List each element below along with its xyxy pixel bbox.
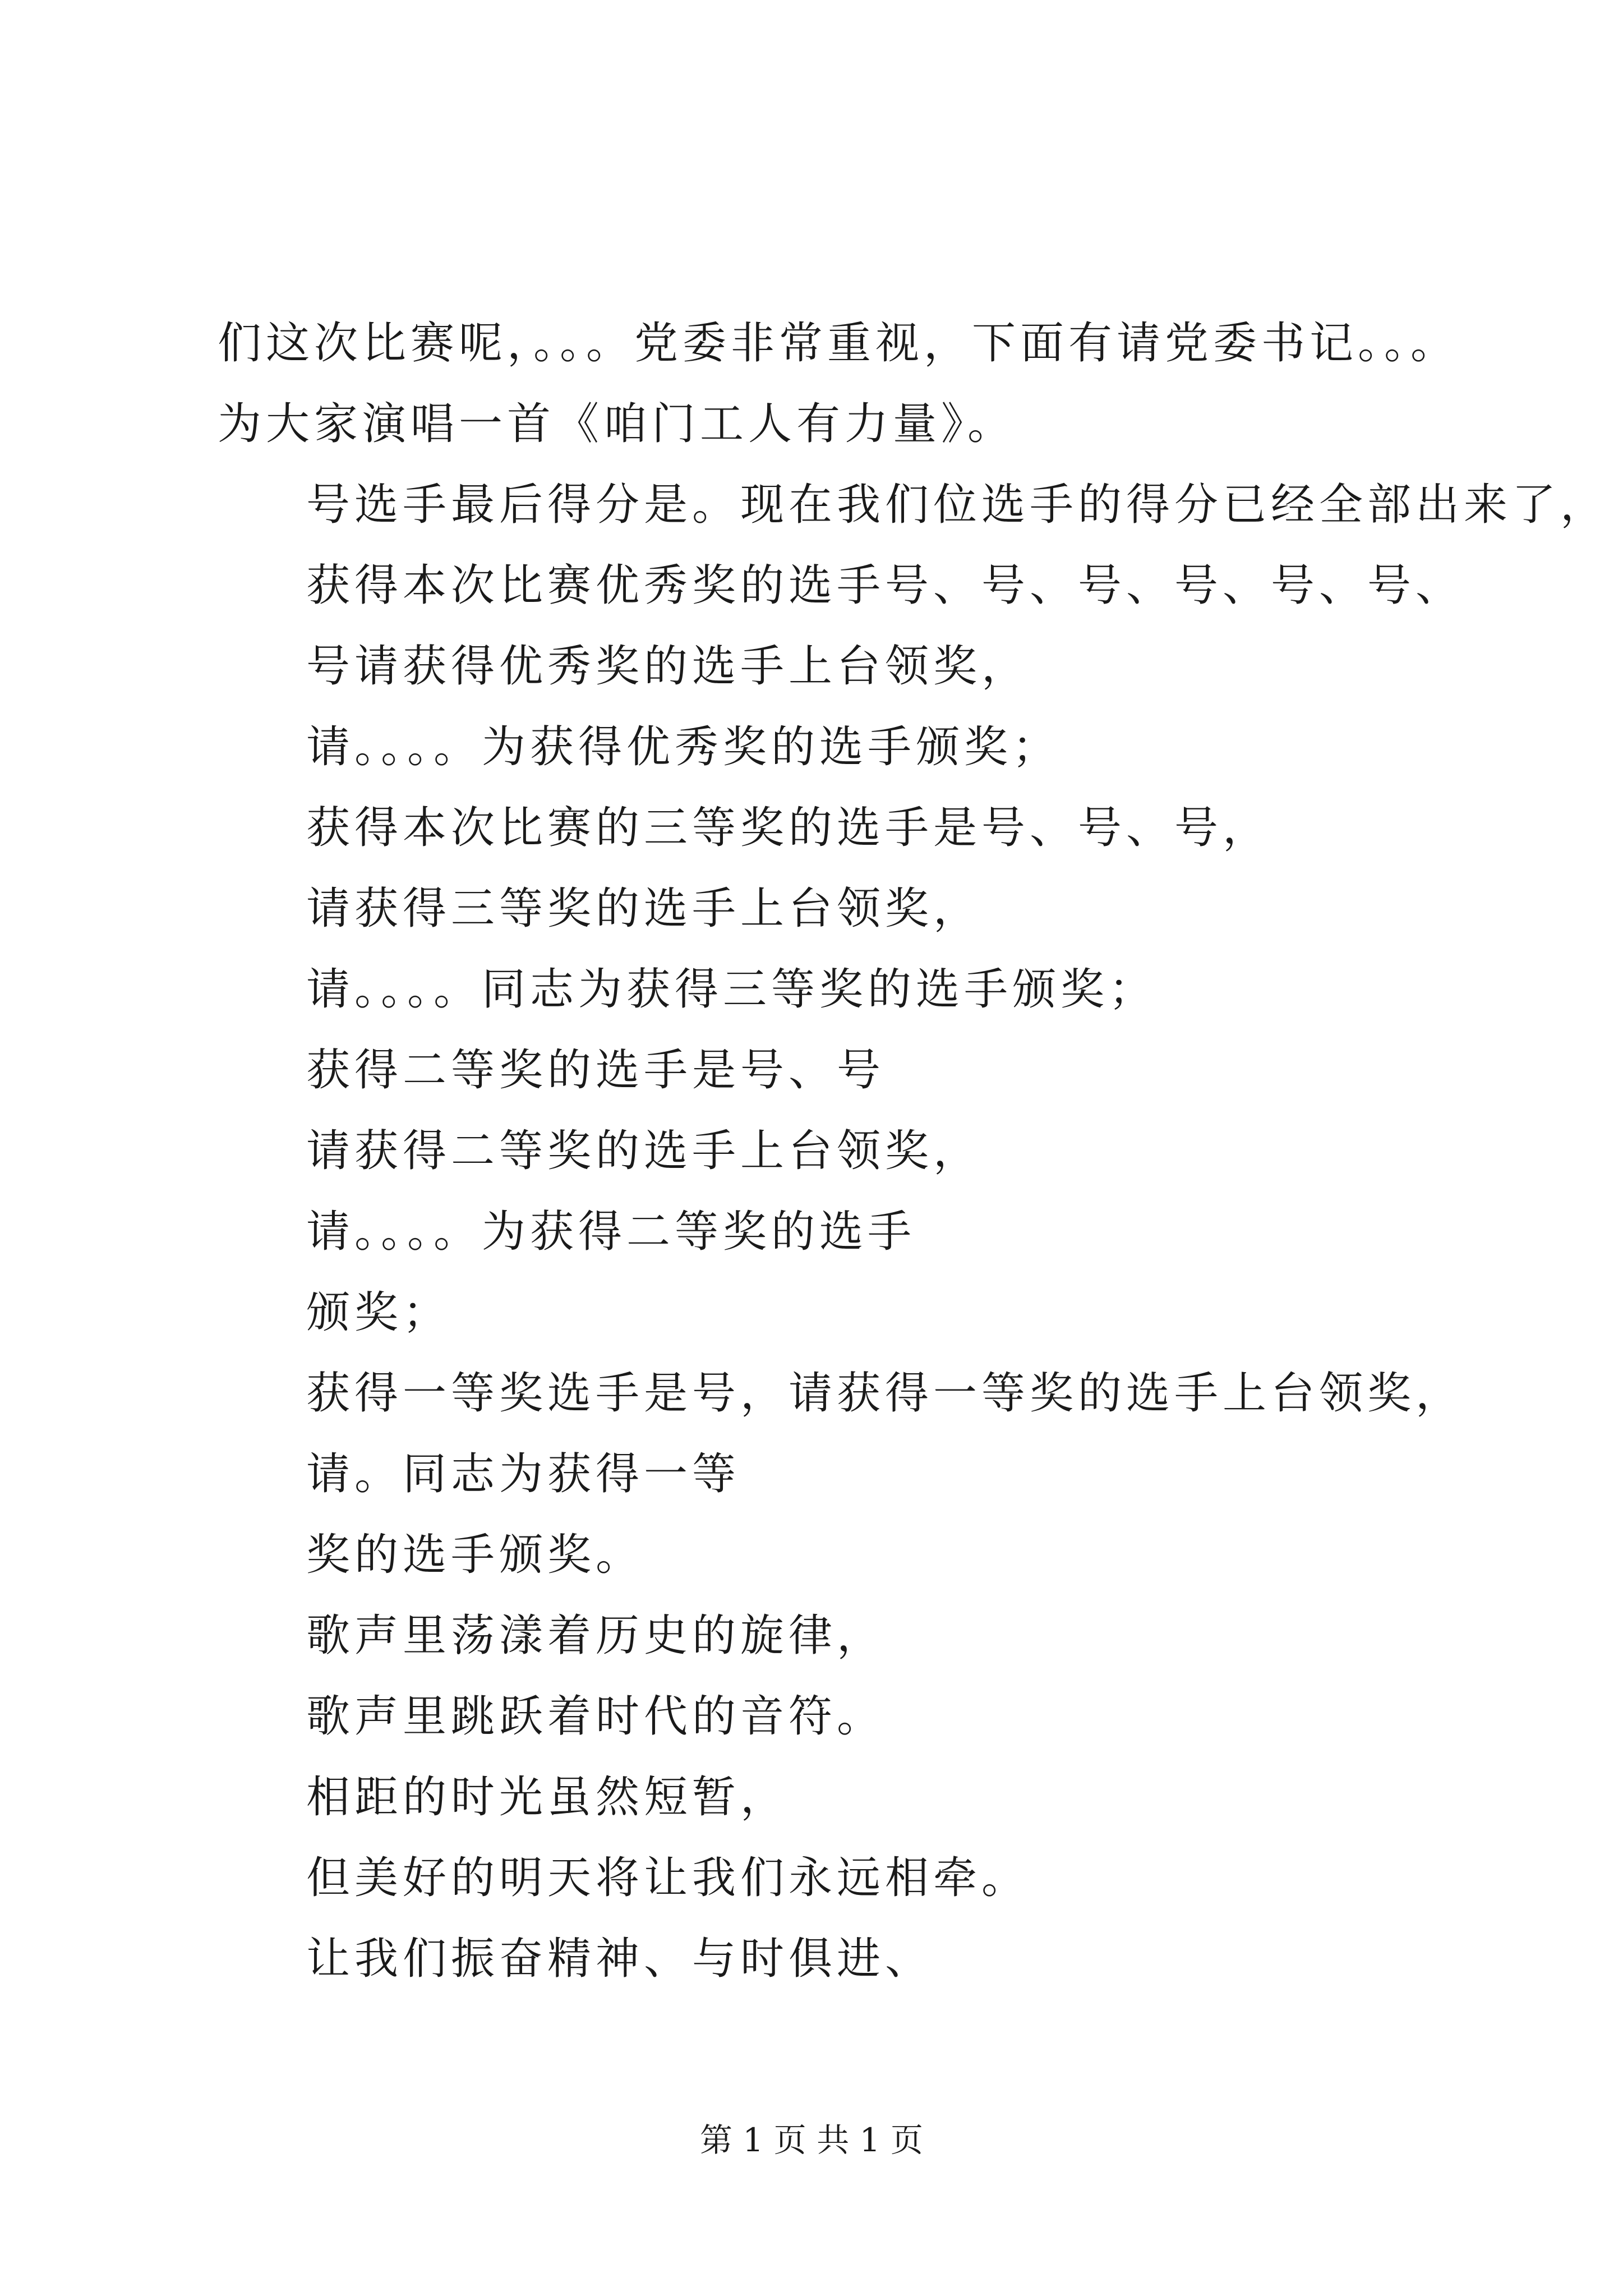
paragraph: 获得一等奖选手是号，请获得一等奖的选手上台领奖， [306, 1368, 1464, 1419]
page-footer: 第 1 页 共 1 页 [700, 2121, 923, 2159]
paragraph: 号选手最后得分是。现在我们位选手的得分已经全部出来了， [306, 480, 1609, 530]
document-body [218, 303, 1609, 1999]
paragraph: 奖的选手颁奖。 [306, 1530, 644, 1580]
paragraph: 们这次比赛呢，。。。党委非常重视，下面有请党委书记。。。为大家演唱一首《咱门工人有力量》。 [218, 318, 1459, 449]
paragraph: 但美好的明天将让我们永远相牵。 [306, 1853, 1030, 1903]
paragraph: 歌声里跳跃着时代的音符。 [306, 1691, 886, 1742]
paragraph: 请。同志为获得一等 [306, 1449, 741, 1499]
paragraph: 请获得二等奖的选手上台领奖， [306, 1126, 982, 1176]
paragraph: 获得二等奖的选手是号、号 [306, 1045, 886, 1096]
paragraph: 颁奖； [306, 1287, 451, 1338]
paragraph: 歌声里荡漾着历史的旋律， [306, 1611, 886, 1661]
paragraph: 让我们振奋精神、与时俱进、 [306, 1934, 934, 1984]
paragraph: 请获得三等奖的选手上台领奖， [306, 884, 982, 934]
paragraph: 请。。。。为获得优秀奖的选手颁奖； [306, 722, 1061, 772]
paragraph: 获得本次比赛优秀奖的选手号、号、号、号、号、号、号请获得优秀奖的选手上台领奖， [306, 560, 1464, 692]
paragraph: 请。。。。同志为获得三等奖的选手颁奖； [306, 964, 1158, 1015]
paragraph: 获得本次比赛的三等奖的选手是号、号、号， [306, 803, 1271, 853]
paragraph: 请。。。。为获得二等奖的选手 [306, 1207, 916, 1257]
paragraph: 相距的时光虽然短暂， [306, 1772, 789, 1823]
